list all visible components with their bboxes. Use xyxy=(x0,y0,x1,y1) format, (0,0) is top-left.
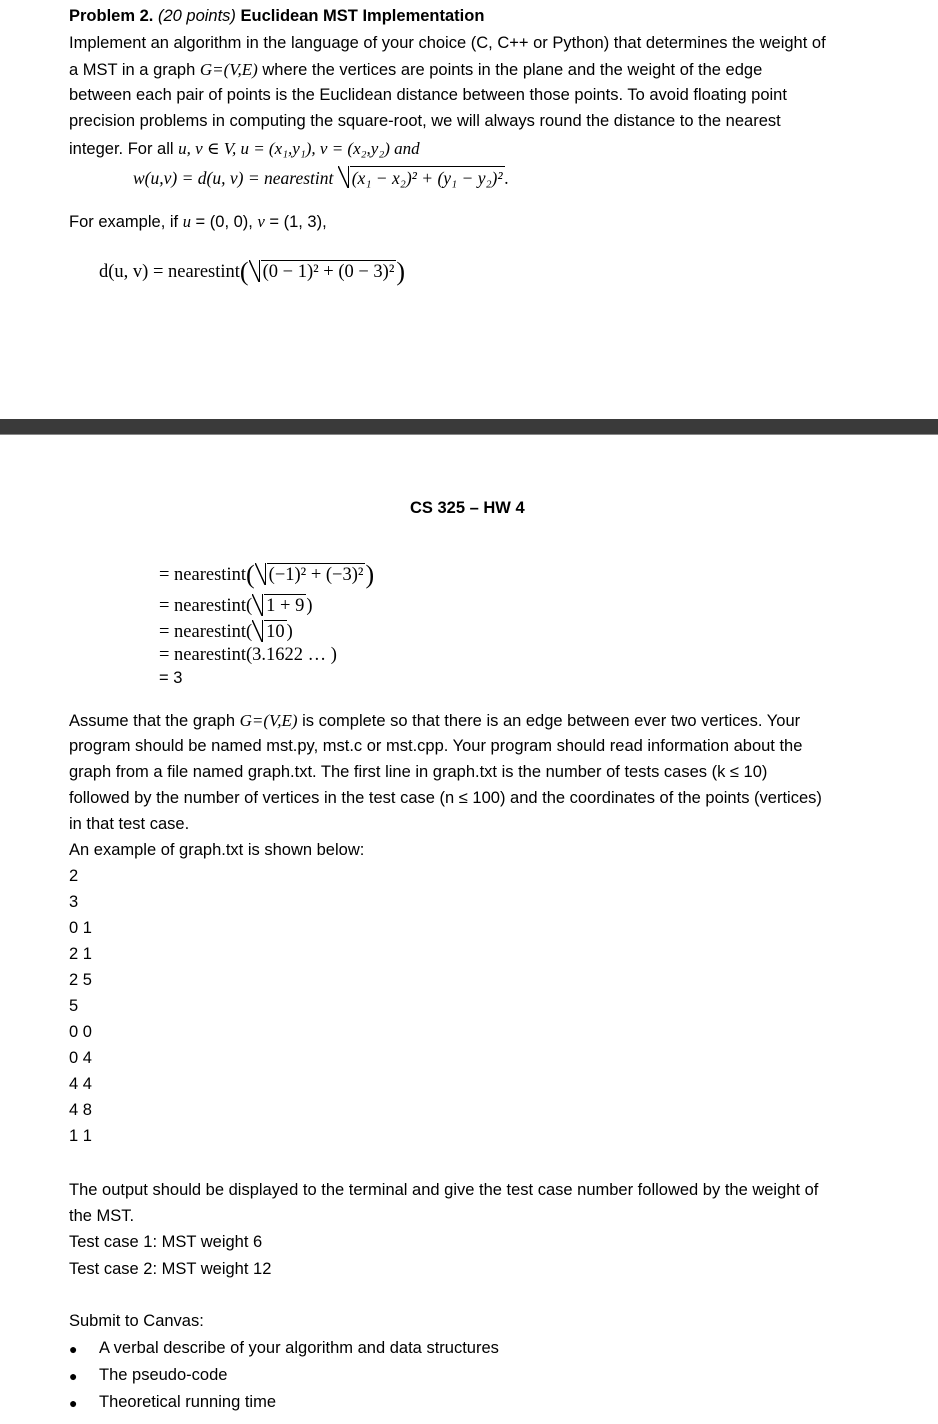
problem-title: Euclidean MST Implementation xyxy=(240,7,485,25)
weight-formula-radicand: (x₁ − x₂)² + (y₁ − y₂)² xyxy=(351,168,503,188)
intro-line-2-b: where the vertices are points in the plane and the weight of the edge xyxy=(257,61,763,79)
example-text-b: = (0, 0), xyxy=(190,213,258,231)
example-equation-radicand: (0 − 1)² + (0 − 3)² xyxy=(262,262,395,282)
example-equation-sqrt xyxy=(249,260,397,283)
graph-txt-line: 1 1 xyxy=(69,1127,92,1145)
graph-txt-line: 2 5 xyxy=(69,971,92,989)
intro-line-5 xyxy=(69,139,420,159)
assume-graph-notation: G=(V,E) xyxy=(239,711,298,730)
output-case-1: Test case 1: MST weight 6 xyxy=(69,1233,263,1251)
intro-line-5-a: integer. For all xyxy=(69,140,179,158)
assume-line-3: graph from a file named graph.txt. The first line in graph.txt is the number of tests cases (k ≤ 10) xyxy=(69,763,768,781)
example-text-a: For example, if xyxy=(69,213,183,231)
open-paren: ( xyxy=(245,622,253,642)
submit-title: Submit to Canvas: xyxy=(69,1312,204,1330)
page-break xyxy=(0,419,938,435)
close-paren: ) xyxy=(396,257,406,286)
intro-vertex-math: u, v ∈ V, u = (x₁,y₁), v = (x₂,y₂) and xyxy=(178,139,420,158)
graph-txt-line: 2 xyxy=(69,867,79,885)
derivation-step-3-prefix: = nearestint xyxy=(159,622,246,642)
graph-txt-line: 0 4 xyxy=(69,1049,92,1067)
derivation-step-4: = nearestint(3.1622 … ) xyxy=(159,645,337,665)
open-paren: ( xyxy=(239,257,249,286)
close-paren: ) xyxy=(306,596,313,616)
course-header: CS 325 – HW 4 xyxy=(410,499,525,517)
graph-txt-line: 3 xyxy=(69,893,79,911)
problem-points: (20 points) xyxy=(157,7,236,25)
derivation-step-1-radicand: (−1)² + (−3)² xyxy=(268,565,364,585)
close-paren: ) xyxy=(365,560,375,589)
derivation-step-2-prefix: = nearestint xyxy=(159,596,246,616)
intro-line-4: precision problems in computing the square-root, we will always round the distance to the nearest xyxy=(69,112,781,130)
weight-formula-sqrt xyxy=(338,166,505,189)
graph-txt-line: 5 xyxy=(69,997,79,1015)
derivation-step-3-radicand: 10 xyxy=(266,622,285,642)
graph-txt-line: 2 1 xyxy=(69,945,92,963)
submit-item: Theoretical running time xyxy=(99,1393,277,1411)
close-paren: ) xyxy=(286,622,293,642)
example-equation-lhs: d(u, v) = nearestint xyxy=(99,262,240,282)
assume-line-1-b: is complete so that there is an edge between ever two vertices. Your xyxy=(297,712,801,730)
assume-line-6: An example of graph.txt is shown below: xyxy=(69,841,365,859)
assume-line-2: program should be named mst.py, mst.c or mst.cpp. Your program should read information about the xyxy=(69,737,803,755)
derivation-step-3-sqrt xyxy=(252,620,287,643)
example-equation xyxy=(99,257,405,287)
derivation-step-2-sqrt xyxy=(252,594,306,617)
derivation-step-3 xyxy=(159,620,293,643)
bullet-icon: ● xyxy=(69,1395,78,1411)
derivation-step-5: = 3 xyxy=(159,669,183,687)
graph-txt-line: 4 8 xyxy=(69,1101,92,1119)
output-case-2: Test case 2: MST weight 12 xyxy=(69,1260,272,1278)
assume-line-1-a: Assume that the graph xyxy=(69,712,240,730)
example-v: v xyxy=(257,212,265,231)
submit-item: The pseudo-code xyxy=(99,1366,228,1384)
example-text-c: = (1, 3), xyxy=(264,213,327,231)
assume-line-5: in that test case. xyxy=(69,815,190,833)
open-paren: ( xyxy=(245,596,253,616)
derivation-step-2 xyxy=(159,594,313,617)
intro-line-1: Implement an algorithm in the language of your choice (C, C++ or Python) that determines the weight of xyxy=(69,34,826,52)
bullet-icon: ● xyxy=(69,1368,78,1384)
weight-formula-end: . xyxy=(504,168,509,188)
problem-heading xyxy=(69,7,484,26)
assume-line-1 xyxy=(69,711,800,731)
submit-item: A verbal describe of your algorithm and data structures xyxy=(99,1339,499,1357)
derivation-step-1 xyxy=(159,560,374,590)
graph-txt-line: 0 0 xyxy=(69,1023,92,1041)
derivation-step-2-radicand: 1 + 9 xyxy=(266,596,305,616)
intro-graph-notation: G=(V,E) xyxy=(199,60,258,79)
intro-line-2 xyxy=(69,60,762,80)
intro-line-2-a: a MST in a graph xyxy=(69,61,200,79)
graph-txt-line: 0 1 xyxy=(69,919,92,937)
graph-txt-line: 4 4 xyxy=(69,1075,92,1093)
derivation-step-1-prefix: = nearestint xyxy=(159,565,246,585)
weight-formula xyxy=(133,166,509,189)
output-line-1: The output should be displayed to the terminal and give the test case number followed by the weight of xyxy=(69,1181,819,1199)
example-intro xyxy=(69,212,327,232)
problem-label: Problem 2. xyxy=(69,7,154,25)
derivation-step-1-sqrt xyxy=(255,563,366,586)
example-u: u xyxy=(182,212,191,231)
assume-line-4: followed by the number of vertices in the test case (n ≤ 100) and the coordinates of the points (vertices) xyxy=(69,789,822,807)
bullet-icon: ● xyxy=(69,1341,78,1357)
output-line-2: the MST. xyxy=(69,1207,135,1225)
intro-line-3: between each pair of points is the Euclidean distance between those points. To avoid floating point xyxy=(69,86,787,104)
open-paren: ( xyxy=(245,560,255,589)
weight-formula-lhs: w(u,v) = d(u, v) = nearestint xyxy=(133,168,334,188)
